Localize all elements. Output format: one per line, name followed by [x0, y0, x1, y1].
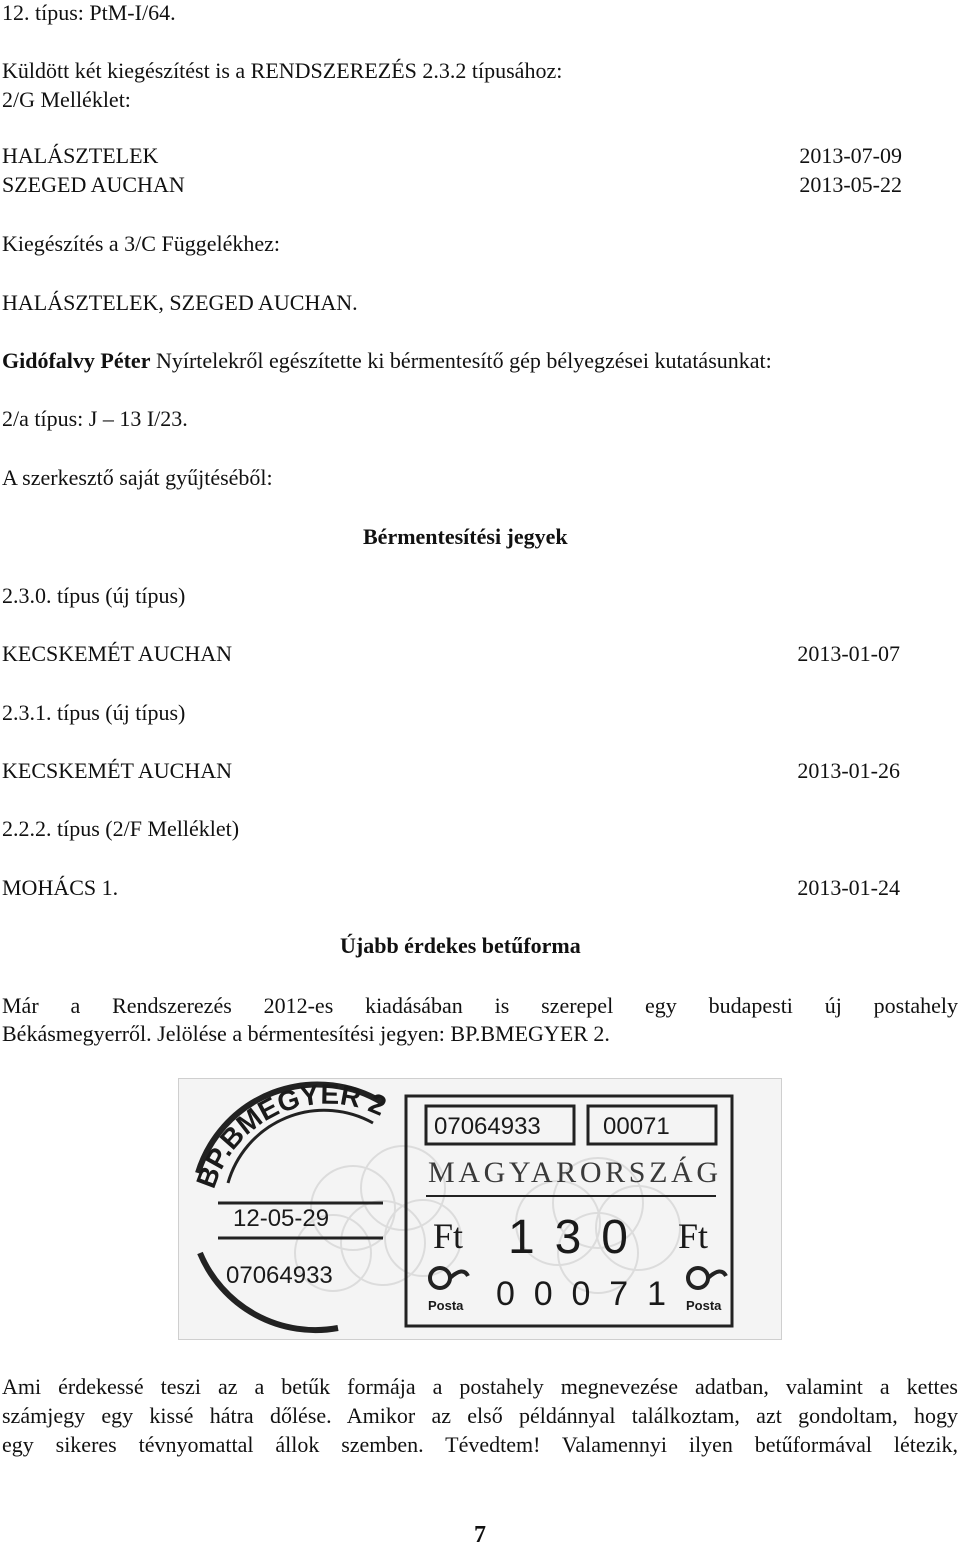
page-number: 7	[474, 1522, 486, 1548]
entry-date-2: 2013-01-26	[797, 758, 900, 783]
entry-place-1: KECSKEMÉT AUCHAN	[2, 641, 233, 666]
para2-line-3: egy sikeres tévnyomattal állok szemben. Tévedtem! Valamennyi ilyen betűformával létezik,	[2, 1432, 958, 1457]
intro-line-2: 2/G Melléklet:	[2, 87, 131, 112]
label-counter: 00071	[603, 1113, 670, 1140]
para2-line-1: Ami érdekessé teszi az a betűk formája a postahely megnevezése adatban, valamint a kettes	[2, 1374, 958, 1399]
contributor-text: Nyírtelekről egészítette ki bérmentesítő gép bélyegzései kutatásunkat:	[155, 348, 772, 373]
para1-line-2: Békásmegyerről. Jelölése a bérmentesítési jegyen: BP.BMEGYER 2.	[2, 1021, 610, 1046]
g-list-place-1: HALÁSZTELEK	[2, 143, 159, 168]
entry-date-3: 2013-01-24	[797, 875, 900, 900]
section2-title: Újabb érdekes betűforma	[340, 933, 581, 958]
postmark-place: BP.BMEGYER 2	[190, 1078, 391, 1192]
country-text: MAGYARORSZÁG	[428, 1156, 718, 1189]
header-line: 12. típus: PtM-I/64.	[2, 0, 176, 25]
postmark-date: 12-05-29	[233, 1205, 330, 1232]
currency-left: Ft	[433, 1216, 464, 1256]
appendix-places: HALÁSZTELEK, SZEGED AUCHAN.	[2, 290, 358, 315]
bottom-counter: 00071	[496, 1275, 666, 1313]
intro-line-1: Küldött két kiegészítést is a RENDSZEREZÉS 2.3.2 típusához:	[2, 58, 563, 83]
currency-right: Ft	[678, 1216, 709, 1256]
section-title: Bérmentesítési jegyek	[363, 524, 568, 549]
entry-place-2: KECSKEMÉT AUCHAN	[2, 758, 233, 783]
value-text: 130	[508, 1211, 628, 1264]
postmark-serial: 07064933	[226, 1262, 333, 1289]
appendix-heading: Kiegészítés a 3/C Függelékhez:	[2, 231, 280, 256]
type-line: 2/a típus: J – 13 I/23.	[2, 406, 188, 431]
contributor-line	[2, 348, 772, 374]
entry-place-3: MOHÁCS 1.	[2, 875, 119, 900]
para2-line-2: számjegy egy kissé hátra dőlése. Amikor az első példánnyal találkoztam, azt gondoltam, hogy	[2, 1403, 958, 1428]
g-list-date-2: 2013-05-22	[799, 172, 902, 197]
franking-stamp-image	[178, 1078, 782, 1340]
entry-date-1: 2013-01-07	[797, 641, 900, 666]
posta-label-right: Posta	[686, 1298, 722, 1313]
g-list-date-1: 2013-07-09	[799, 143, 902, 168]
label-serial: 07064933	[434, 1113, 541, 1140]
g-list-place-2: SZEGED AUCHAN	[2, 172, 185, 197]
entry-type-1: 2.3.0. típus (új típus)	[2, 583, 186, 608]
editor-line: A szerkesztő saját gyűjtéséből:	[2, 465, 273, 490]
entry-type-2: 2.3.1. típus (új típus)	[2, 700, 186, 725]
entry-type-3: 2.2.2. típus (2/F Melléklet)	[2, 816, 240, 841]
contributor-name: Gidófalvy Péter	[2, 348, 151, 373]
para1-line-1: Már a Rendszerezés 2012-es kiadásában is szerepel egy budapesti új postahely	[2, 993, 958, 1018]
posta-label-left: Posta	[428, 1298, 464, 1313]
